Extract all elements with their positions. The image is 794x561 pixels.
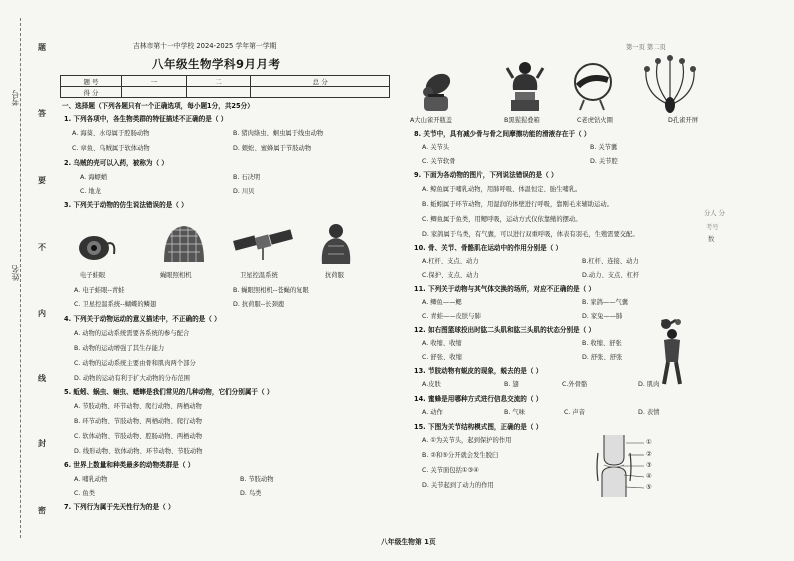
- option-6a: A. 哺乳动物: [74, 476, 108, 483]
- option-11b: B. 家鸽——气囊: [582, 299, 629, 306]
- option-13d: D. 肌肉: [638, 381, 660, 388]
- corner-note: 第一页 第二页: [626, 44, 666, 51]
- joint-label-3: ③: [646, 462, 652, 469]
- option-13c: C.外骨骼: [562, 381, 588, 388]
- picture-label-3a: 电子蛙眼: [80, 272, 106, 279]
- question-10-stem: 10. 骨、关节、骨骼肌在运动中的作用分别是（ ）: [414, 244, 563, 252]
- option-14a: A. 动作: [422, 409, 443, 416]
- option-9c: C. 鲫鱼属于鱼类，用鳃呼吸，运动方式仅依靠鳍的摆动。: [422, 216, 582, 223]
- page-footer: 八年级生物第 1页: [381, 538, 436, 546]
- basketball-player-image: [652, 318, 692, 386]
- margin-label-name: 姓名: [11, 265, 20, 281]
- option-10b: B.杠杆、连接、动力: [582, 258, 639, 265]
- great-tit-opening-bottle-image: [420, 64, 460, 112]
- score-cell: 题 号: [61, 76, 122, 87]
- joint-label-5: ⑤: [646, 484, 652, 491]
- fly-eye-camera-image: [160, 222, 208, 266]
- joint-label-1: ①: [646, 439, 652, 446]
- seal-char: 不: [38, 243, 46, 252]
- anti-g-suit-image: [316, 222, 356, 266]
- option-4d: D. 动物的运动有利于扩大动物的分布范围: [74, 375, 190, 382]
- school-line: 吉林市第十一中学校 2024-2025 学年第一学期: [133, 42, 277, 50]
- score-cell: 二: [186, 76, 251, 87]
- option-12a: A. 收缩、收缩: [422, 340, 462, 347]
- score-row-header: [61, 76, 390, 87]
- option-1b: B. 猪肉绦虫、蛔虫属于线虫动物: [233, 130, 324, 137]
- option-5b: B. 环节动物、节肢动物、两栖动物、爬行动物: [74, 418, 202, 425]
- score-cell: [122, 87, 187, 98]
- picture-label-3c: 卫星控温系统: [240, 272, 278, 279]
- option-15d: D. 关节起到了动力的作用: [422, 482, 494, 489]
- peacock-spreading-tail-image: [640, 55, 700, 115]
- option-13b: B. 翅: [504, 381, 519, 388]
- option-11d: D. 家兔——肺: [582, 313, 623, 320]
- question-5-stem: 5. 蚯蚓、蜗虫、蛔虫、蟋蟀是我们常见的几种动物，它们分别属于（ ）: [64, 388, 274, 396]
- question-9-stem: 9. 下面为各动物的图片，下列说法错误的是（ ）: [414, 171, 558, 179]
- option-1c: C. 章鱼、乌贼属于软体动物: [72, 145, 150, 152]
- side-stamp-line-3: 数: [708, 236, 715, 243]
- option-4c: C. 动物的运动系统主要由骨和肌肉两个部分: [74, 360, 196, 367]
- score-row-values: [61, 87, 390, 98]
- picture-label-3d: 抗荷服: [325, 272, 344, 279]
- option-2d: D. 川贝: [233, 188, 255, 195]
- section-title: 一、选择题（下列各题只有一个正确选项，每小题1分，共25分）: [62, 102, 254, 110]
- margin-label-exam-number: 考号: [11, 90, 20, 106]
- option-6c: C. 鱼类: [74, 490, 95, 497]
- option-5a: A. 节肢动物、环节动物、爬行动物、两栖动物: [74, 403, 202, 410]
- option-15a: A. ①为关节头，起到保护的作用: [422, 437, 512, 444]
- option-15b: B. ②和⑤分开就会发生脱臼: [422, 452, 499, 459]
- exam-title: 八年级生物学科9月月考: [152, 57, 281, 71]
- side-stamp-line-1: 分人 分: [704, 210, 725, 217]
- option-8d: D. 关节腔: [590, 158, 618, 165]
- question-3-stem: 3. 下列关于动物的仿生说法错误的是（ ）: [64, 201, 188, 209]
- option-14c: C. 声音: [564, 409, 585, 416]
- score-cell: [251, 87, 390, 98]
- option-14b: B. 气味: [504, 409, 525, 416]
- option-3d: D. 抗荷服--长颈鹿: [233, 301, 285, 308]
- satellite-image: [232, 224, 294, 264]
- option-9d: D. 家鸽属于鸟类，有气囊，可以进行双重呼吸，体表有羽毛，生殖需要交配。: [422, 231, 639, 238]
- option-10d: D.动力、支点、杠杆: [582, 272, 640, 279]
- option-6d: D. 鸟类: [240, 490, 262, 497]
- option-14d: D. 表情: [638, 409, 660, 416]
- option-6b: B. 节肢动物: [240, 476, 274, 483]
- question-15-stem: 15. 下图为关节结构模式图，正确的是（ ）: [414, 423, 543, 431]
- question-6-stem: 6. 世界上数量和种类最多的动物类群是（ ）: [64, 461, 195, 469]
- picture-label-7b: B黑猩猩叠箱: [504, 117, 540, 124]
- seal-char: 线: [38, 374, 46, 383]
- option-11c: C. 青蛙——皮肤与肺: [422, 313, 481, 320]
- option-10a: A.杠杆、支点、动力: [422, 258, 479, 265]
- picture-label-7a: A大山雀开瓶盖: [410, 117, 453, 124]
- binding-margin: [0, 0, 60, 561]
- seal-char: 题: [38, 43, 46, 52]
- question-13-stem: 13. 节肢动物有蜕皮的现象，蜕去的是（ ）: [414, 367, 543, 375]
- option-4b: B. 动物的运动增强了其生存能力: [74, 345, 165, 352]
- option-2b: B. 石决明: [233, 174, 261, 181]
- tiger-jumping-fire-ring-image: [570, 60, 616, 112]
- seal-char: 答: [38, 109, 46, 118]
- option-4a: A. 动物的运动系统需要各系统的参与配合: [74, 330, 190, 337]
- question-7-stem: 7. 下列行为属于先天性行为的是（ ）: [64, 503, 175, 511]
- option-12b: B. 收缩、舒张: [582, 340, 622, 347]
- option-12c: C. 舒张、收缩: [422, 354, 462, 361]
- option-8b: B. 关节囊: [590, 144, 618, 151]
- seal-char: 封: [38, 439, 46, 448]
- joint-label-2: ②: [646, 451, 652, 458]
- question-14-stem: 14. 蜜蜂是用哪种方式进行信息交流的（ ）: [414, 395, 543, 403]
- score-cell: [186, 87, 251, 98]
- option-5c: C. 软体动物、节肢动物、腔肠动物、两栖动物: [74, 433, 203, 440]
- side-stamp-line-2: 考号: [706, 224, 719, 231]
- electronic-frog-eye-image: [74, 226, 118, 266]
- joint-label-4: ④: [646, 473, 652, 480]
- seal-char: 内: [38, 309, 46, 318]
- option-12d: D. 舒张、舒张: [582, 354, 623, 361]
- picture-label-7d: D孔雀开屏: [668, 117, 699, 124]
- question-4-stem: 4. 下列关于动物运动的意义描述中，不正确的是（ ）: [64, 315, 221, 323]
- option-3c: C. 卫星控温系统--蝴蝶的鳞翅: [74, 301, 157, 308]
- option-11a: A. 鲫鱼——鳃: [422, 299, 462, 306]
- question-2-stem: 2. 乌贼的壳可以入药，被称为（ ）: [64, 159, 168, 167]
- seal-char: 要: [38, 176, 46, 185]
- option-10c: C.保护、支点、动力: [422, 272, 479, 279]
- score-cell: 一: [122, 76, 187, 87]
- option-8a: A. 关节头: [422, 144, 450, 151]
- option-2c: C. 地龙: [80, 188, 101, 195]
- score-cell: 总 分: [251, 76, 390, 87]
- option-15c: C. 关节面包括①③④: [422, 467, 479, 474]
- picture-label-7c: C老虎钻火圈: [577, 117, 613, 124]
- seal-char: 密: [38, 506, 46, 515]
- option-3b: B. 蝇眼照相机--苍蝇的复眼: [233, 287, 309, 294]
- question-11-stem: 11. 下列关于动物与其气体交换的场所，对应不正确的是（ ）: [414, 285, 596, 293]
- option-8c: C. 关节软骨: [422, 158, 456, 165]
- picture-label-3b: 蝇眼照相机: [160, 272, 192, 279]
- option-5d: D. 线形动物、软体动物、环节动物、节肢动物: [74, 448, 203, 455]
- option-9b: B. 蚯蚓属于环节动物，用湿润的体壁进行呼吸，靠刚毛来辅助运动。: [422, 201, 613, 208]
- question-1-stem: 1. 下列各项中，各生物类群的特征描述不正确的是（ ）: [64, 115, 228, 123]
- option-9a: A. 鲸鱼属于哺乳动物，用肺呼吸、体温恒定、胎生哺乳。: [422, 186, 582, 193]
- score-cell: 得 分: [61, 87, 122, 98]
- score-table: [60, 75, 390, 98]
- option-13a: A.皮肤: [422, 381, 441, 388]
- option-3a: A. 电子蛙眼--青蛙: [74, 287, 125, 294]
- option-1a: A. 海葵、水母属于腔肠动物: [72, 130, 150, 137]
- question-12-stem: 12. 如右图篮球投出时肱二头肌和肱三头肌的状态分别是（ ）: [414, 326, 596, 334]
- chimpanzee-stacking-boxes-image: [505, 60, 545, 112]
- option-2a: A. 海螵蛸: [80, 174, 108, 181]
- question-8-stem: 8. 关节中，具有减少骨与骨之间摩擦功能的滑液存在于（ ）: [414, 130, 591, 138]
- option-1d: D. 蜈蚣、蜜蜂属于节肢动物: [233, 145, 312, 152]
